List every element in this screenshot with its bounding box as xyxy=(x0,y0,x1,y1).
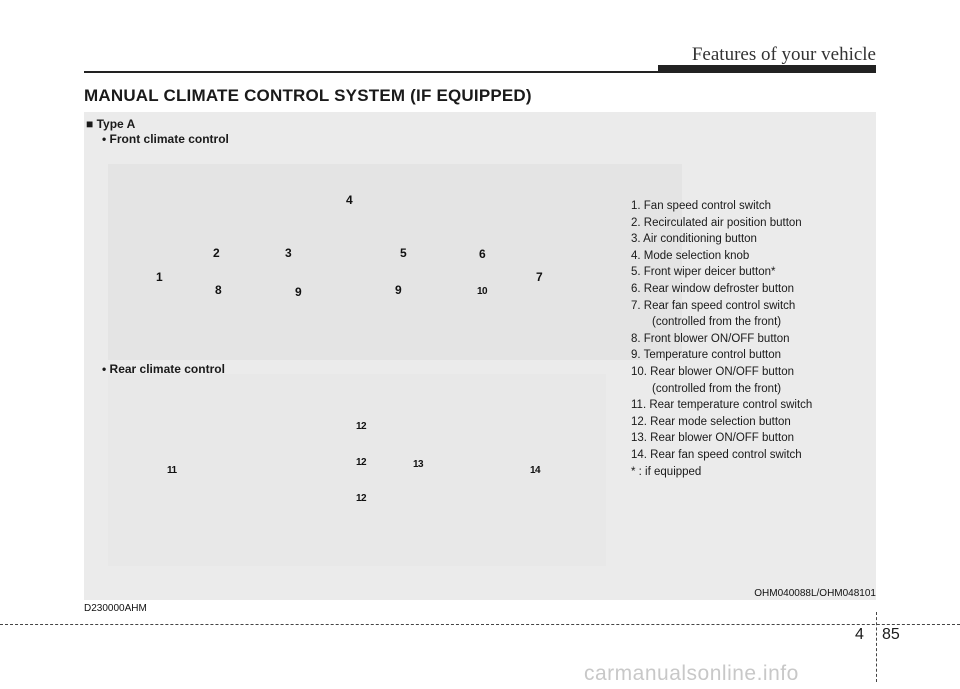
legend-item: 10. Rear blower ON/OFF button xyxy=(631,365,794,378)
callout-front: 3 xyxy=(285,246,292,260)
document-code: D230000AHM xyxy=(84,603,147,614)
header-rule xyxy=(84,71,876,73)
callout-front: 6 xyxy=(479,247,486,261)
legend-item: 5. Front wiper deicer button* xyxy=(631,266,776,279)
type-label: ■ Type A xyxy=(86,117,136,131)
callout-front: 2 xyxy=(213,246,220,260)
legend-item: 13. Rear blower ON/OFF button xyxy=(631,432,794,445)
legend-footnote: * : if equipped xyxy=(631,465,702,478)
front-control-image-area xyxy=(108,164,682,360)
page-number: 85 xyxy=(882,626,900,643)
callout-rear: 13 xyxy=(413,459,424,470)
callout-rear: 14 xyxy=(530,465,541,476)
callout-front: 7 xyxy=(536,270,543,284)
figure-code: OHM040088L/OHM048101 xyxy=(754,588,876,599)
legend-item: 11. Rear temperature control switch xyxy=(631,399,813,412)
rear-label: • Rear climate control xyxy=(102,362,225,376)
legend-item-continuation: (controlled from the front) xyxy=(652,316,782,329)
callout-front: 9 xyxy=(295,285,302,299)
section-title: MANUAL CLIMATE CONTROL SYSTEM (IF EQUIPPED) xyxy=(84,86,532,105)
legend-item: 7. Rear fan speed control switch xyxy=(631,299,796,312)
callout-rear: 12 xyxy=(356,493,367,504)
legend-item-continuation: (controlled from the front) xyxy=(652,382,782,395)
callout-rear: 11 xyxy=(167,465,177,476)
legend-item: 3. Air conditioning button xyxy=(631,233,757,246)
legend-item: 8. Front blower ON/OFF button xyxy=(631,332,790,345)
front-label: • Front climate control xyxy=(102,132,229,146)
legend-item: 1. Fan speed control switch xyxy=(631,200,771,212)
legend-item: 4. Mode selection knob xyxy=(631,249,750,262)
page-chapter: 4 xyxy=(855,626,864,643)
callout-front: 5 xyxy=(400,246,407,260)
callout-front: 10 xyxy=(477,286,488,297)
legend-item: 2. Recirculated air position button xyxy=(631,216,802,229)
legend-item: 9. Temperature control button xyxy=(631,349,782,362)
watermark: carmanualsonline.info xyxy=(584,662,799,685)
callout-front: 1 xyxy=(156,270,163,284)
callout-rear: 12 xyxy=(356,421,367,432)
callout-front: 4 xyxy=(346,193,353,207)
header-title: Features of your vehicle xyxy=(691,44,876,65)
legend-item: 6. Rear window defroster button xyxy=(631,282,795,295)
callout-front: 9 xyxy=(395,283,402,297)
footer-dashed-divider xyxy=(876,612,877,682)
callout-front: 8 xyxy=(215,283,222,297)
callout-rear: 12 xyxy=(356,457,367,468)
legend-item: 14. Rear fan speed control switch xyxy=(631,448,802,461)
legend-list xyxy=(631,198,812,480)
legend-item: 12. Rear mode selection button xyxy=(631,415,791,428)
footer-dashed-rule xyxy=(0,624,960,625)
